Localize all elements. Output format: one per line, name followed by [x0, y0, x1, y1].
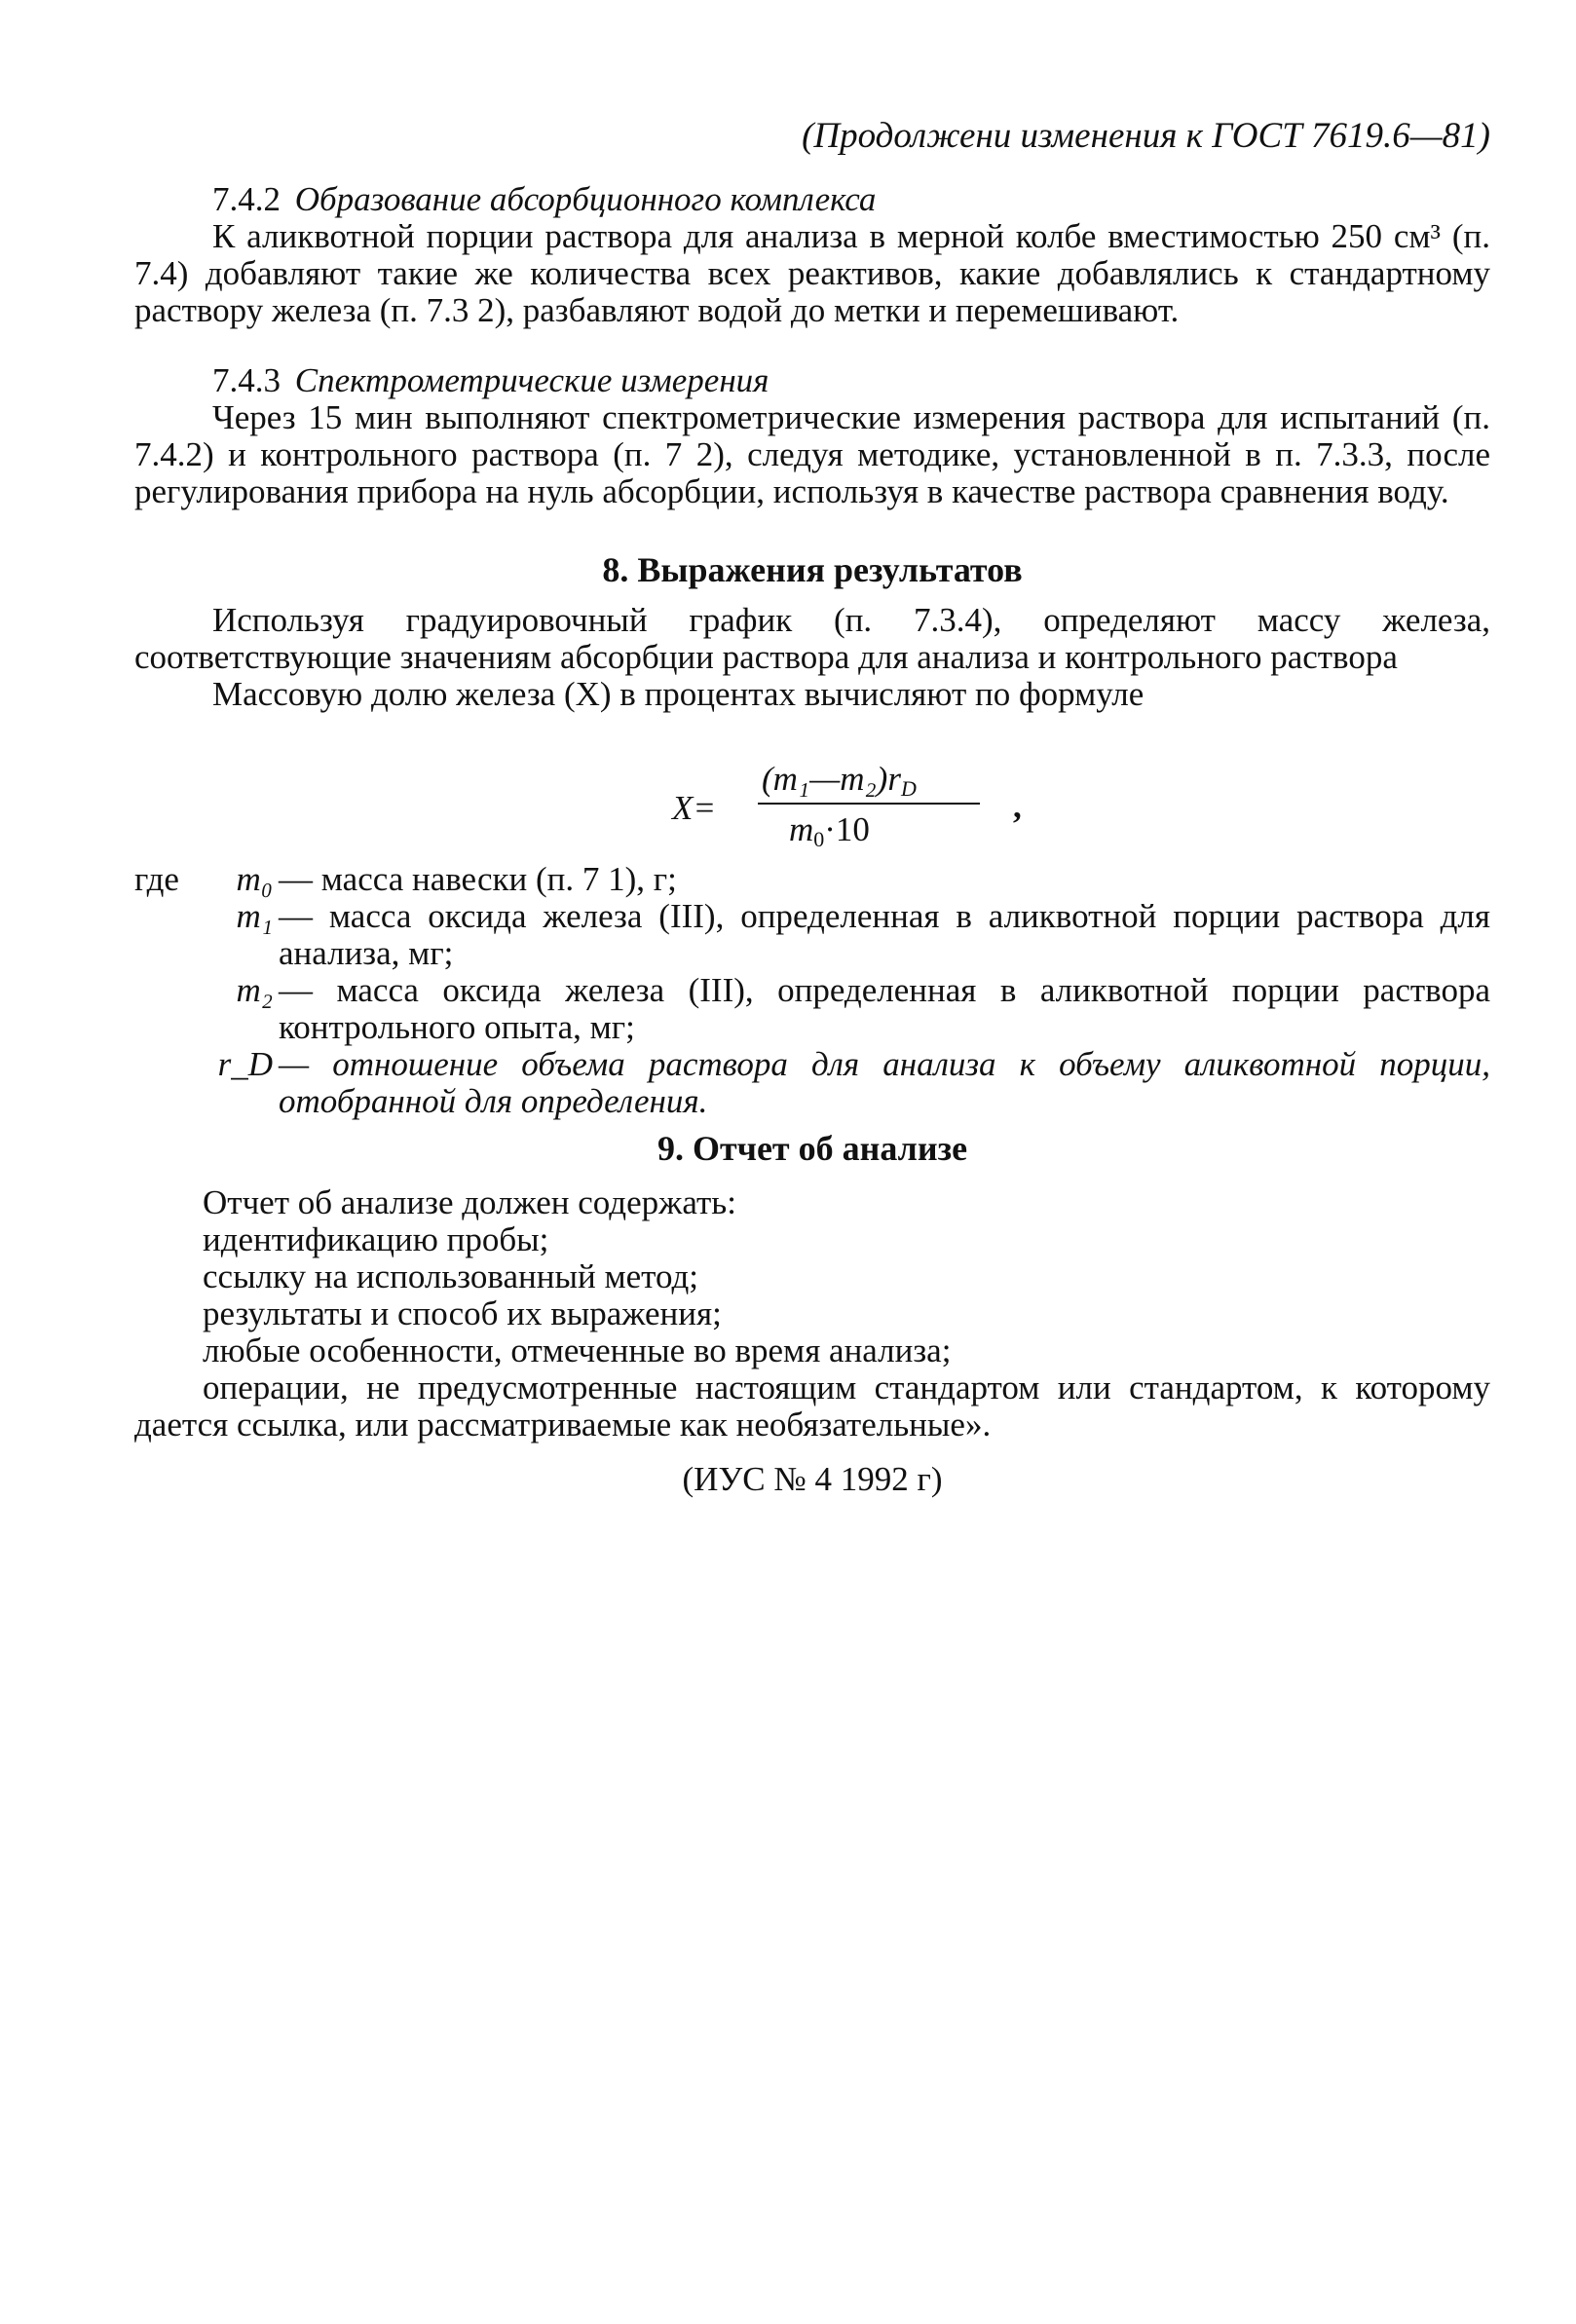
- legend-symbol: [134, 861, 279, 898]
- formula-numerator-sub: D: [900, 776, 917, 801]
- legend-description: — масса навески (п. 7 1), г;: [279, 860, 677, 898]
- section-7-4-2: [134, 181, 1490, 329]
- formula-numerator: [762, 760, 917, 802]
- paragraph-8-1: Используя градуировочный график (п. 7.3.4), определяют массу железа, соответствующие значениям абсорбции раствора для анализа и контрольного раствора: [134, 601, 1490, 676]
- legend-symbol: [134, 972, 279, 1046]
- legend-description: — масса оксида железа (III), определенная в аликвотной порции раствора для анализа, мг;: [279, 897, 1490, 972]
- legend-row: [134, 898, 1490, 972]
- formula-trailing: ,: [1013, 787, 1022, 825]
- legend-description: — масса оксида железа (III), определенная в аликвотной порции раствора контрольного опыта, мг;: [279, 971, 1490, 1046]
- fraction-bar: [758, 803, 980, 805]
- report-last-item: операции, не предусмотренные настоящим стандартом или стандартом, к которому дается ссылка, или рассматриваемые как необязательные».: [134, 1368, 1490, 1443]
- paragraph-7-4-2: К аликвотной порции раствора для анализа в мерной колбе вместимостью 250 см³ (п. 7.4) добавляют такие же количества всех реактивов, какие добавлялись к стандартному раствору железа (п. 7.3 2), разбавляют водой до метки и перемешивают.: [134, 217, 1490, 329]
- formula-denominator: [789, 810, 870, 852]
- report-item: любые особенности, отмеченные во время анализа;: [203, 1331, 952, 1369]
- section-9-intro: Отчет об анализе должен содержать:: [203, 1183, 736, 1221]
- paragraph-8-2: Массовую долю железа (X) в процентах вычисляют по формуле: [212, 675, 1144, 713]
- report-item: результаты и способ их выражения;: [203, 1294, 722, 1332]
- formula-numerator-main: (m₁—m₂)r: [762, 760, 901, 798]
- legend-row: [134, 861, 1490, 898]
- report-item: ссылку на использованный метод;: [203, 1257, 699, 1295]
- legend-prefix: где: [134, 860, 179, 898]
- section-8: [134, 551, 1490, 713]
- formula: [672, 760, 1062, 853]
- legend-symbol: [134, 1046, 279, 1120]
- legend-row: [134, 1046, 1490, 1120]
- section-7-4-3: [134, 362, 1490, 510]
- subsection-heading-7-4-2: [134, 181, 1490, 218]
- subsection-heading-7-4-3: [134, 362, 1490, 399]
- subsection-number: 7.4.3: [212, 361, 281, 399]
- legend-symbol: [134, 898, 279, 972]
- legend-symbol-text: m₁: [236, 897, 273, 935]
- report-item: идентификацию пробы;: [203, 1220, 549, 1258]
- section-9: [134, 1130, 1490, 1498]
- subsection-title: Спектрометрические измерения: [294, 361, 769, 399]
- legend-symbol-text: r_D: [217, 1045, 273, 1083]
- subsection-number: 7.4.2: [212, 180, 281, 218]
- legend-row: [134, 972, 1490, 1046]
- page-header: (Продолжени изменения к ГОСТ 7619.6—81): [802, 116, 1490, 156]
- paragraph-7-4-3: Через 15 мин выполняют спектрометрические измерения раствора для испытаний (п. 7.4.2) и контрольного раствора (п. 7 2), следуя методике, установленной в п. 7.3.3, после регулирования прибора на нуль абсорбции, используя в качестве раствора сравнения воду.: [134, 398, 1490, 510]
- section-9-title: 9. Отчет об анализе: [657, 1129, 968, 1168]
- legend-symbol-text: m₀: [236, 860, 273, 898]
- formula-denominator-rest: ·10: [824, 810, 870, 848]
- footer-note: (ИУС № 4 1992 г): [682, 1460, 943, 1498]
- legend-description: — отношение объема раствора для анализа к объему аликвотной порции, отобранной для определения.: [279, 1045, 1490, 1120]
- report-items-list: [134, 1221, 1490, 1369]
- formula-denominator-sub: 0: [813, 827, 825, 851]
- formula-lhs: X=: [672, 789, 716, 827]
- legend-symbol-text: m₂: [236, 971, 273, 1009]
- section-8-title: 8. Выражения результатов: [602, 550, 1023, 589]
- formula-legend: [134, 861, 1490, 1120]
- formula-denominator-var: m: [789, 810, 814, 848]
- subsection-title: Образование абсорбционного комплекса: [294, 180, 877, 218]
